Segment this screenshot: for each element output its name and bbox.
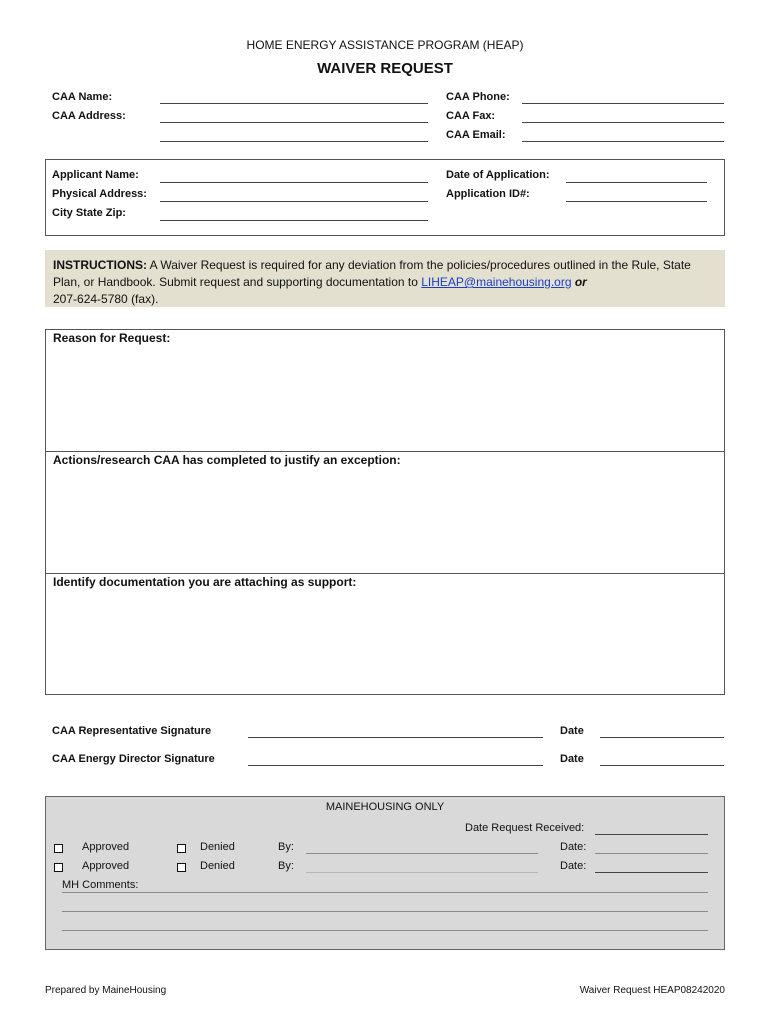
reason-for-request-label: Reason for Request: — [53, 331, 171, 345]
footer-form-id: Waiver Request HEAP08242020 — [579, 985, 725, 996]
by-field-1[interactable] — [306, 853, 538, 854]
date-of-application-field[interactable] — [566, 182, 707, 183]
date-field-1[interactable] — [595, 853, 708, 854]
caa-name-label: CAA Name: — [52, 91, 113, 103]
application-id-field[interactable] — [566, 201, 707, 202]
caa-fax-field[interactable] — [522, 122, 724, 123]
approved-label-2: Approved — [82, 860, 130, 872]
approved-label-1: Approved — [82, 841, 130, 853]
program-heading: HOME ENERGY ASSISTANCE PROGRAM (HEAP) — [246, 38, 524, 52]
reason-for-request-field[interactable] — [47, 348, 723, 449]
denied-label-2: Denied — [200, 860, 235, 872]
caa-name-field[interactable] — [160, 103, 428, 104]
director-date-label: Date — [560, 753, 584, 765]
by-label-2: By: — [278, 860, 294, 872]
director-signature-field[interactable] — [248, 765, 543, 766]
applicant-name-label: Applicant Name: — [52, 169, 139, 181]
by-label-1: By: — [278, 841, 294, 853]
mainehousing-only-box — [45, 796, 725, 950]
mh-comments-line-1[interactable] — [62, 892, 708, 893]
approved-checkbox-2[interactable] — [54, 863, 63, 872]
form-title: WAIVER REQUEST — [317, 60, 453, 77]
documentation-label: Identify documentation you are attaching as support: — [53, 575, 357, 589]
mh-comments-line-2[interactable] — [62, 911, 708, 912]
mh-comments-label: MH Comments: — [62, 879, 139, 891]
caa-rep-signature-field[interactable] — [248, 737, 543, 738]
director-signature-label: CAA Energy Director Signature — [52, 753, 215, 765]
application-id-label: Application ID#: — [446, 188, 530, 200]
denied-checkbox-2[interactable] — [177, 863, 186, 872]
footer-prepared-by: Prepared by MaineHousing — [45, 985, 167, 996]
applicant-box — [45, 159, 725, 236]
caa-fax-label: CAA Fax: — [446, 110, 496, 122]
instructions-or: or — [571, 275, 587, 289]
date-label-2: Date: — [560, 860, 587, 872]
section-divider-2 — [45, 573, 725, 574]
documentation-field[interactable] — [47, 592, 723, 693]
instructions-box — [45, 250, 725, 307]
physical-address-field[interactable] — [160, 201, 428, 202]
caa-address-field-1[interactable] — [160, 122, 428, 123]
caa-rep-date-field[interactable] — [600, 737, 724, 738]
caa-phone-label: CAA Phone: — [446, 91, 510, 103]
caa-email-field[interactable] — [522, 141, 724, 142]
liheap-email-link[interactable]: LIHEAP@mainehousing.org — [421, 275, 572, 289]
caa-address-label: CAA Address: — [52, 110, 126, 122]
date-of-application-label: Date of Application: — [446, 169, 550, 181]
mainehousing-only-title: MAINEHOUSING ONLY — [325, 801, 445, 813]
actions-research-label: Actions/research CAA has completed to justify an exception: — [53, 453, 401, 467]
instructions-heading: INSTRUCTIONS: — [53, 258, 147, 272]
caa-rep-signature-label: CAA Representative Signature — [52, 725, 212, 737]
caa-email-label: CAA Email: — [446, 129, 506, 141]
physical-address-label: Physical Address: — [52, 188, 147, 200]
approved-checkbox-1[interactable] — [54, 844, 63, 853]
mh-comments-line-3[interactable] — [62, 930, 708, 931]
caa-address-field-2[interactable] — [160, 141, 428, 142]
actions-research-field[interactable] — [47, 470, 723, 571]
city-state-zip-field[interactable] — [160, 220, 428, 221]
city-state-zip-label: City State Zip: — [52, 207, 126, 219]
date-received-label: Date Request Received: — [465, 822, 585, 834]
applicant-name-field[interactable] — [160, 182, 428, 183]
section-divider-1 — [45, 451, 725, 452]
denied-checkbox-1[interactable] — [177, 844, 186, 853]
date-field-2[interactable] — [595, 872, 708, 873]
caa-rep-date-label: Date — [560, 725, 584, 737]
date-label-1: Date: — [560, 841, 587, 853]
director-date-field[interactable] — [600, 765, 724, 766]
caa-phone-field[interactable] — [522, 103, 724, 104]
instructions-text: A Waiver Request is required for any deviation from the policies/procedures outlined in the Rule, State Plan, or Handbook. Submit request and supporting documentation to — [53, 258, 691, 289]
instructions-fax: 207-624-5780 (fax). — [53, 292, 159, 306]
denied-label-1: Denied — [200, 841, 235, 853]
date-received-field[interactable] — [595, 834, 708, 835]
by-field-2[interactable] — [306, 872, 538, 873]
